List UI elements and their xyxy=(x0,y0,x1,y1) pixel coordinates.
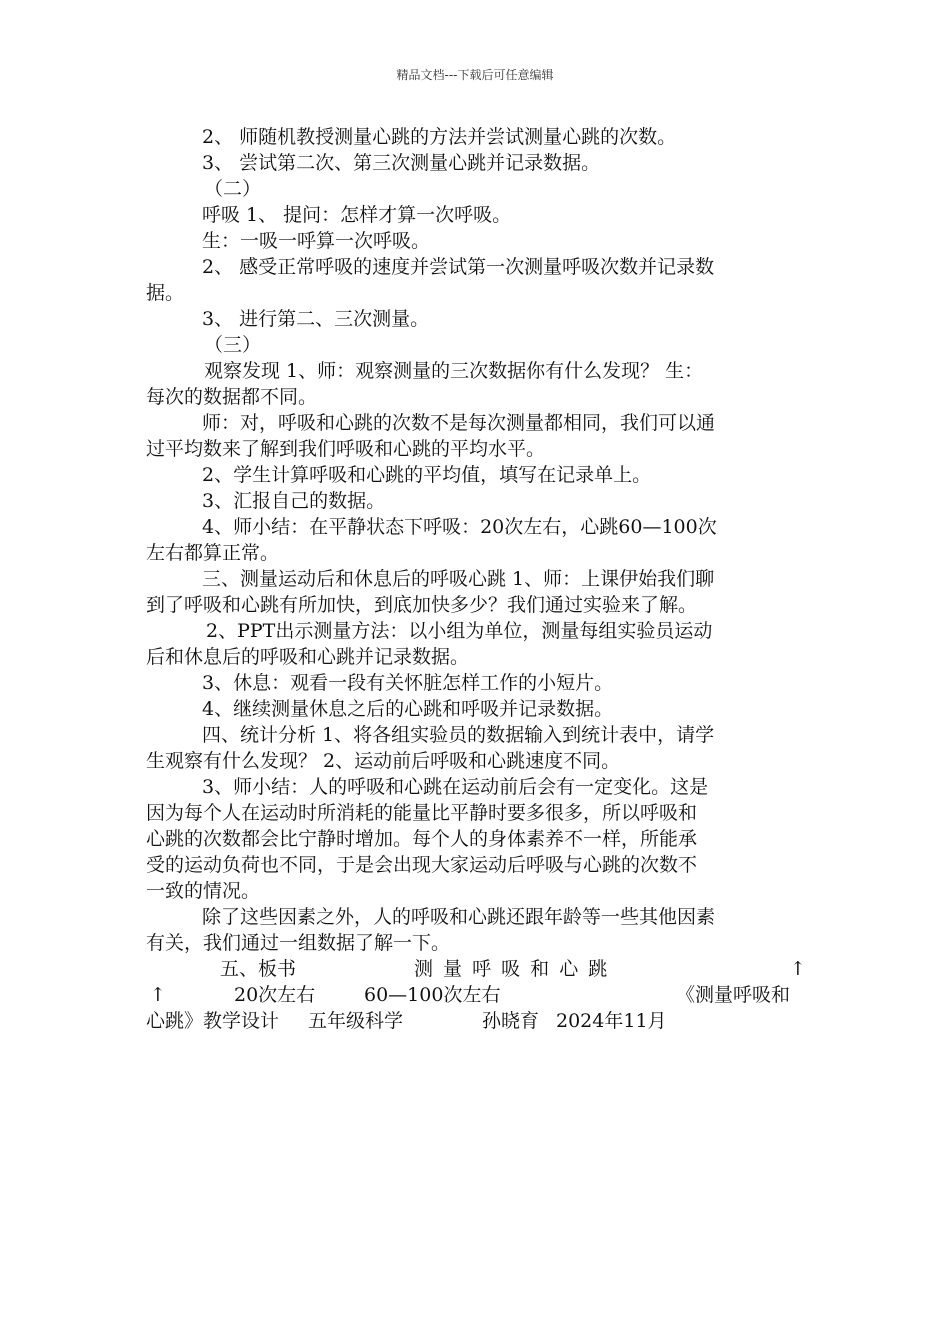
section-heading: （三） xyxy=(204,334,262,356)
paragraph-line: 过平均数来了解到我们呼吸和心跳的平均水平。 xyxy=(146,438,546,460)
paragraph-line: 一致的情况。 xyxy=(146,880,261,902)
paragraph-line: 因为每个人在运动时所消耗的能量比平静时要多很多，所以呼吸和 xyxy=(146,802,698,824)
grade-label: 五年级科学 xyxy=(308,1010,404,1032)
paragraph-line: 到了呼吸和心跳有所加快，到底加快多少？我们通过实验来了解。 xyxy=(146,594,698,616)
paragraph-line: 有关，我们通过一组数据了解一下。 xyxy=(146,932,451,954)
heart-value: 60—100次左右 xyxy=(364,984,501,1006)
document-body xyxy=(146,124,808,1034)
paragraph-line: 心跳的次数都会比宁静时增加。每个人的身体素养不一样，所能承 xyxy=(146,828,698,850)
paragraph-line: 呼吸 1、 提问：怎样才算一次呼吸。 xyxy=(202,204,512,226)
board-title-line xyxy=(146,956,808,982)
up-arrow-icon: ↑ xyxy=(150,984,166,1006)
paragraph-line: 观察发现 1、师：观察测量的三次数据你有什么发现？ 生： xyxy=(204,360,704,382)
author-name: 孙晓育 xyxy=(482,1010,540,1032)
up-arrow-icon: ↑ xyxy=(790,958,806,980)
paragraph-line: 生观察有什么发现？ 2、运动前后呼吸和心跳速度不同。 xyxy=(146,750,621,772)
paragraph-line: 每次的数据都不同。 xyxy=(146,386,318,408)
paragraph-line: 师：对，呼吸和心跳的次数不是每次测量都相同，我们可以通 xyxy=(202,412,716,434)
footer-title-end: 心跳》教学设计 xyxy=(146,1010,280,1032)
paragraph-line: 后和休息后的呼吸和心跳并记录数据。 xyxy=(146,646,470,668)
paragraph-line: 3、汇报自己的数据。 xyxy=(202,490,386,512)
paragraph-line: 3、 进行第二、三次测量。 xyxy=(202,308,430,330)
paragraph-line: 三、测量运动后和休息后的呼吸心跳 1、师：上课伊始我们聊 xyxy=(202,568,715,590)
paragraph-line: 生：一吸一呼算一次呼吸。 xyxy=(202,230,431,252)
page-header: 精品文档---下载后可任意编辑 xyxy=(396,68,554,82)
footer-title-start: 《测量呼吸和 xyxy=(676,984,791,1006)
board-values-line xyxy=(146,982,808,1008)
paragraph-line: 据。 xyxy=(146,282,185,304)
paragraph-line: 2、 感受正常呼吸的速度并尝试第一次测量呼吸次数并记录数 xyxy=(202,256,715,278)
paragraph-line: 2、PPT出示测量方法：以小组为单位，测量每组实验员运动 xyxy=(206,620,713,642)
date-text: 2024年11月 xyxy=(556,1010,667,1032)
paragraph-line: 四、统计分析 1、将各组实验员的数据输入到统计表中，请学 xyxy=(202,724,715,746)
paragraph-line: 4、继续测量休息之后的心跳和呼吸并记录数据。 xyxy=(202,698,614,720)
footer-line xyxy=(146,1008,808,1034)
board-title: 测 量 呼 吸 和 心 跳 xyxy=(414,958,610,980)
paragraph-line: 3、师小结：人的呼吸和心跳在运动前后会有一定变化。这是 xyxy=(202,776,709,798)
paragraph-line: 受的运动负荷也不同，于是会出现大家运动后呼吸与心跳的次数不 xyxy=(146,854,698,876)
section-heading: （二） xyxy=(204,178,262,200)
paragraph-line: 2、学生计算呼吸和心跳的平均值，填写在记录单上。 xyxy=(202,464,652,486)
breath-value: 20次左右 xyxy=(234,984,316,1006)
paragraph-line: 4、师小结：在平静状态下呼吸：20次左右，心跳60—100次 xyxy=(202,516,717,538)
paragraph-line: 3、休息：观看一段有关怀脏怎样工作的小短片。 xyxy=(202,672,614,694)
paragraph-line: 2、 师随机教授测量心跳的方法并尝试测量心跳的次数。 xyxy=(202,126,677,148)
paragraph-line: 除了这些因素之外，人的呼吸和心跳还跟年龄等一些其他因素 xyxy=(202,906,716,928)
board-label: 五、板书 xyxy=(220,958,297,980)
paragraph-line: 左右都算正常。 xyxy=(146,542,280,564)
paragraph-line: 3、 尝试第二次、第三次测量心跳并记录数据。 xyxy=(202,152,601,174)
